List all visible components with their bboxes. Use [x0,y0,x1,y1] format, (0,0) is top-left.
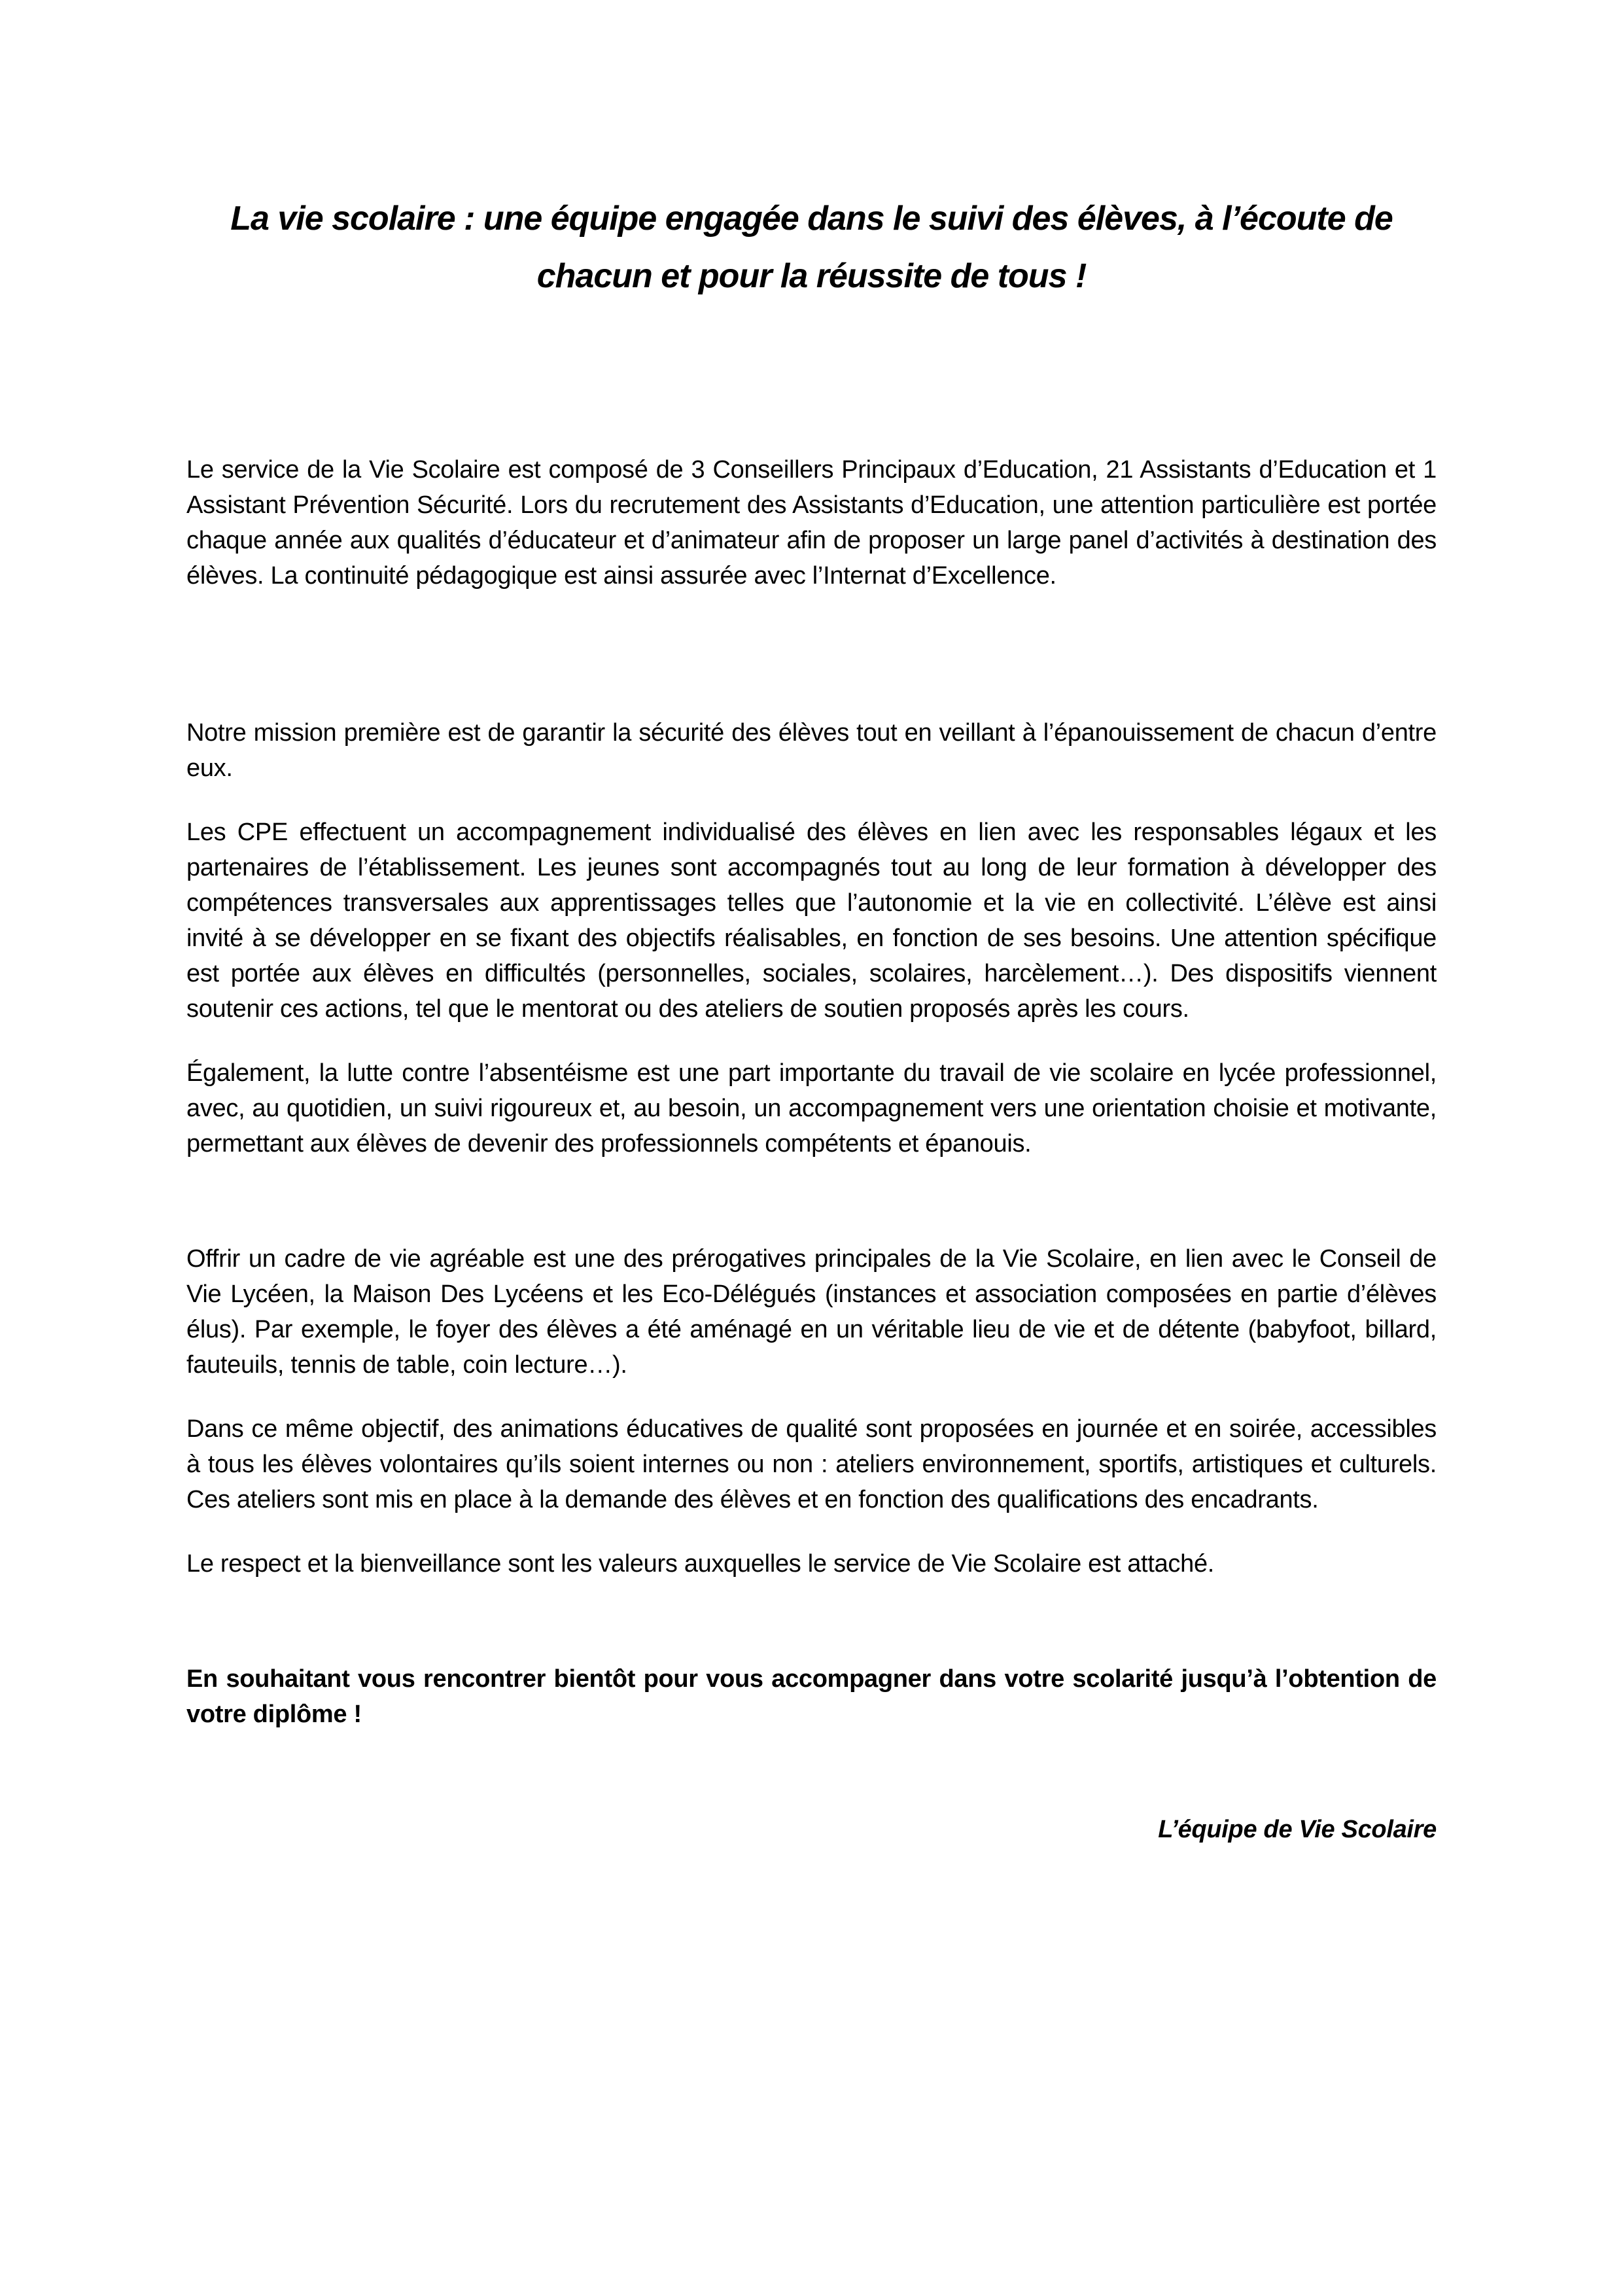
paragraph-animations: Dans ce même objectif, des animations éducatives de qualité sont proposées en journée et en soirée, accessibles à tous les élèves volontaires qu’ils soient internes ou non : ateliers environnement, sportifs, artistiques et culturels. Ces ateliers sont mis en place à la demande des élèves et en fonction des qualifications des encadrants. [186,1415,1437,1513]
paragraph-respect: Le respect et la bienveillance sont les valeurs auxquelles le service de Vie Scolaire est attaché. [186,1550,1215,1578]
paragraph-absenteisme: Également, la lutte contre l’absentéisme est une part importante du travail de vie scolaire en lycée professionnel, avec, au quotidien, un suivi rigoureux et, au besoin, un accompagnement vers une orientation choisie et motivante, permettant aux élèves de devenir des professionnels compétents et épanouis. [186,1059,1437,1157]
closing-statement: En souhaitant vous rencontrer bientôt pour vous accompagner dans votre scolarité jusqu’à l’obtention de votre diplôme ! [186,1665,1437,1728]
paragraph-mission: Notre mission première est de garantir la sécurité des élèves tout en veillant à l’épanouissement de chacun d’entre eux. [186,719,1437,782]
paragraph-cadre-de-vie: Offrir un cadre de vie agréable est une des prérogatives principales de la Vie Scolaire, en lien avec le Conseil de Vie Lycéen, la Maison Des Lycéens et les Eco-Délégués (instances et association composées en partie d’élèves élus). Par exemple, le foyer des élèves a été aménagé en un véritable lieu de vie et de détente (babyfoot, billard, fauteuils, tennis de table, coin lecture…). [186,1245,1437,1379]
signature: L’équipe de Vie Scolaire [1158,1816,1437,1843]
paragraph-cpe-accompagnement: Les CPE effectuent un accompagnement individualisé des élèves en lien avec les responsables légaux et les partenaires de l’établissement. Les jeunes sont accompagnés tout au long de leur formation à développer des compétences transversales aux apprentissages telles que l’autonomie et la vie en collectivité. L’élève est ainsi invité à se développer en se fixant des objectifs réalisables, en fonction de ses besoins. Une attention spécifique est portée aux élèves en difficultés (personnelles, sociales, scolaires, harcèlement…). Des dispositifs viennent soutenir ces actions, tel que le mentorat ou des ateliers de soutien proposés après les cours. [186,819,1437,1023]
paragraph-service-composition: Le service de la Vie Scolaire est composé de 3 Conseillers Principaux d’Education, 21 Assistants d’Education et 1 Assistant Prévention Sécurité. Lors du recrutement des Assistants d’Education, une attention particulière est portée chaque année aux qualités d’éducateur et d’animateur afin de proposer un large panel d’activités à destination des élèves. La continuité pédagogique est ainsi assurée avec l’Internat d’Excellence. [186,456,1437,590]
document-title: La vie scolaire : une équipe engagée dans le suivi des élèves, à l’écoute de chacun et pour la réussite de tous ! [230,200,1393,295]
